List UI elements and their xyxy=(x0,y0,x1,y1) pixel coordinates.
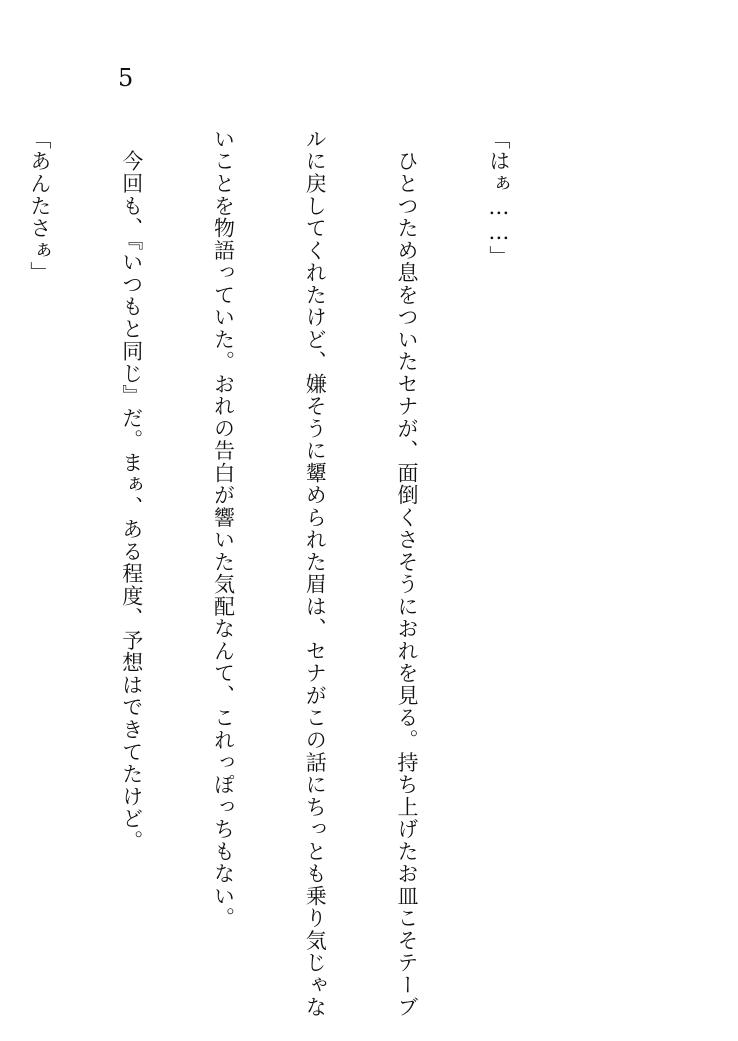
text-line: ルに戻してくれたけど、嫌そうに顰められた眉は、セナがこの話にちっとも乗り気じゃな xyxy=(303,128,328,1019)
text-line: 「あんたさぁ」 xyxy=(27,128,52,284)
text-line: 今回も、『いつもと同じ』だ。まぁ、ある程度、予想はできてたけど。 xyxy=(119,128,144,853)
vertical-body-text xyxy=(0,128,575,1019)
text-line: 「はぁ……」 xyxy=(486,128,511,268)
page-number: 5 xyxy=(118,64,134,92)
text-line: ひとつため息をついたセナが、面倒くさそうにおれを見る。持ち上げたお皿こそテーブ xyxy=(395,128,420,1019)
text-line: いことを物語っていた。おれの告白が響いた気配なんて、これっぽっちもない。 xyxy=(211,128,236,930)
